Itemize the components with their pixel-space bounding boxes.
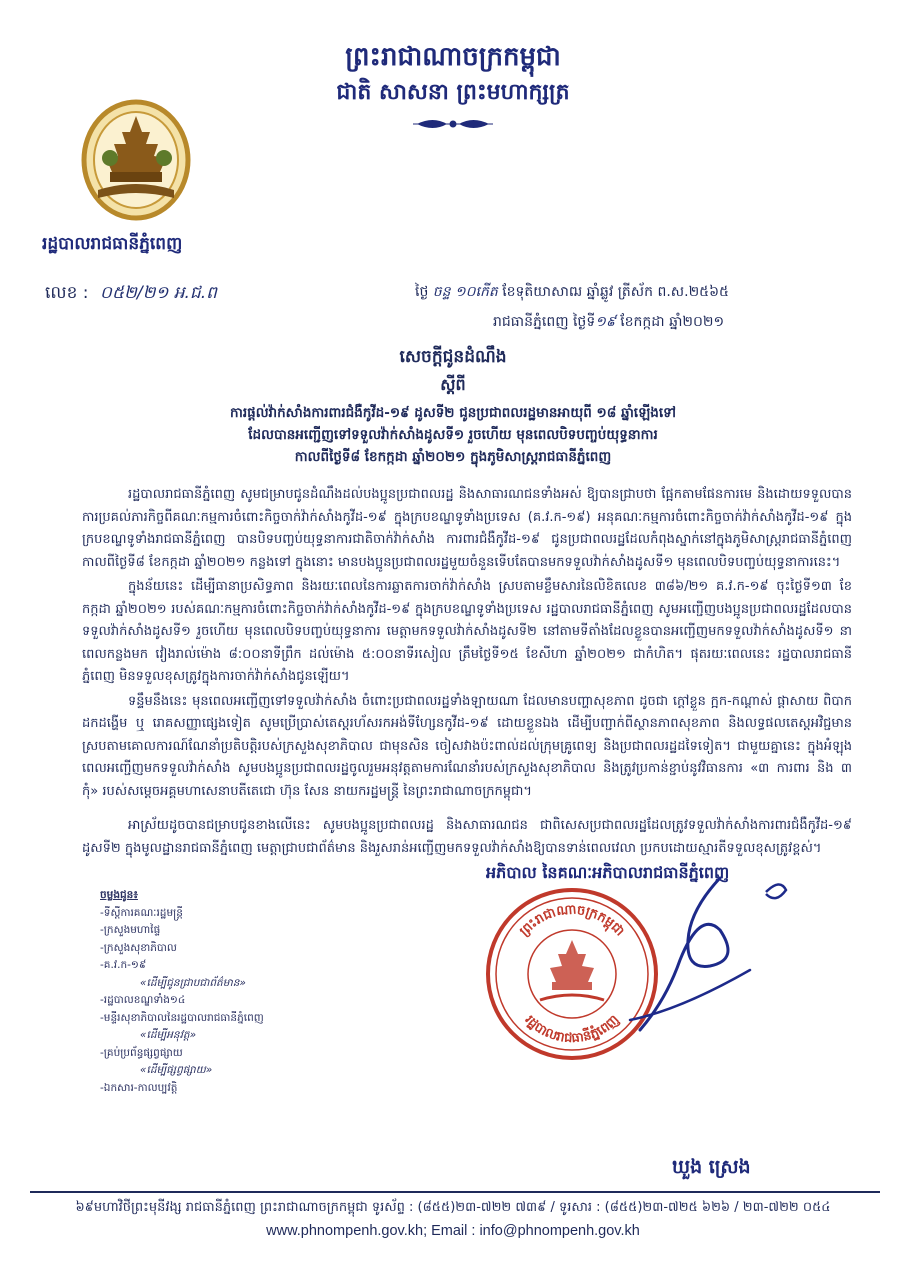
solar-date [493,312,724,333]
body-paragraph: អាស្រ័យដូចបានជម្រាបជូនខាងលើនេះ សូមបងប្អូនប្រជាពលរដ្ឋ និងសាធារណជន ជាពិសេសប្រជាពលរដ្ឋដែលត្រូវទទួលវ៉ាក់សាំងការពារជំងឺកូវីដ-១៩ ដូសទី២ ក្នុងមូលដ្ឋានរាជធានីភ្នំពេញ មេត្តាជ្រាបជាព័ត៌មាន និងរួសរាន់អញ្ជើញមកទទួលវ៉ាក់សាំងឱ្យបានទាន់ពេលវេលា ប្រកបដោយស្មារតីទទួលខុសត្រូវខ្ពស់។ [82,818,852,856]
body-paragraph: ទន្ទឹមនឹងនេះ មុនពេលអញ្ជើញទៅទទួលវ៉ាក់សាំង ចំពោះប្រជាពលរដ្ឋទាំងឡាយណា ដែលមានបញ្ហាសុខភាព ដូចជា ក្តៅខ្លួន ក្អក-កណ្តាស់ ផ្តាសាយ ពិបាកដកដង្ហើម ឬ រោគសញ្ញាផ្សេងទៀត សូមប្រើប្រាស់តេស្តរហ័សរកអង់ទីហ្សែនកូវីដ-១៩ ដោយខ្លួនឯង ដើម្បីបញ្ជាក់ពីស្ថានភាពសុខភាព និងលទ្ធផលតេស្តអវិជ្ជមាន ស្របតាមគោលការណ៍ណែនាំប្រតិបត្តិរបស់ក្រសួងសុខាភិបាល ជាមុនសិន ចៀសវាងប៉ះពាល់ដល់ក្រុមគ្រូពេទ្យ និងប្រជាពលរដ្ឋដទៃទៀត។ ជាមួយគ្នានេះ ក្នុងអំឡុងពេលអញ្ជើញមកទទួលវ៉ាក់សាំង សូមបងប្អូនប្រជាពលរដ្ឋចូលរួមអនុវត្តតាមការណែនាំរបស់ក្រសួងសុខាភិបាល និងត្រូវប្រកាន់ខ្ជាប់នូវវិធានការ «៣ ការពារ និង ៣ កុំ» របស់សម្តេចអគ្គមហាសេនាបតីតេជោ ហ៊ុន សែន នាយករដ្ឋមន្ត្រី នៃព្រះរាជាណាចក្រកម្ពុជា។ [82,693,852,799]
divider-ornament-icon [413,114,493,134]
body-paragraph: រដ្ឋបាលរាជធានីភ្នំពេញ សូមជម្រាបជូនដំណឹងដល់បងប្អូនប្រជាពលរដ្ឋ និងសាធារណជនទាំងអស់ ឱ្យបានជ្រាបថា ផ្អែកតាមផែនការមេ និងដោយទទួលបានការប្រគល់ភារកិច្ចពីគណៈកម្មការចំពោះកិច្ចចាក់វ៉ាក់សាំងកូវីដ-១៩ ក្នុងក្របខណ្ឌទូទាំងប្រទេស (គ.វ.ក-១៩) អនុគណៈកម្មការចំពោះកិច្ចចាក់វ៉ាក់សាំងកូវីដ-១៩ ក្នុងក្របខណ្ឌទូទាំងរាជធានីភ្នំពេញ បានបិទបញ្ចប់យុទ្ធនាការជាតិចាក់វ៉ាក់សាំង ការពារជំងឺកូវីដ-១៩ ជូនប្រជាពលរដ្ឋដែលកំពុងស្នាក់នៅក្នុងភូមិសាស្ត្ររាជធានីភ្នំពេញ កាលពីថ្ងៃទី៨ ខែកក្កដា ឆ្នាំ២០២១ កន្លងទៅ ក្នុងនោះ មានបងប្អូនប្រជាពលរដ្ឋមួយចំនួនទើបតែបានមកទទួលវ៉ាក់សាំងដូសទី១ មុនពេលបិទបញ្ចប់យុទ្ធនាការនេះ។ [82,487,852,570]
copy-to-note: «ដើម្បីអនុវត្ត» [140,1029,197,1041]
reference-value: ០៥២/២១ អ.ជ.ព [99,283,217,303]
copy-to-item: -ក្រសួងមហាផ្ទៃ [100,924,161,936]
copy-to-item: -ឯកសារ-កាលប្បវត្តិ [100,1081,178,1094]
issuing-authority: រដ្ឋបាលរាជធានីភ្នំពេញ [42,234,183,254]
subject-line: ការផ្តល់វ៉ាក់សាំងការពារជំងឺកូវីដ-១៩ ដូសទី២ ជូនប្រជាពលរដ្ឋមានអាយុពី ១៨ ឆ្នាំឡើងទៅ [229,405,676,421]
solar-date-prefix: រាជធានីភ្នំពេញ ថ្ងៃទី [493,314,596,330]
reference-label: លេខ : [45,283,89,303]
signatory-name: ឃួង ស្រេង [672,1156,751,1178]
copy-to-list [100,887,264,1097]
body-paragraph: ក្នុងន័យនេះ ដើម្បីធានាប្រសិទ្ធភាព និងរយៈពេលនៃការឆ្លាតការចាក់វ៉ាក់សាំង ស្របតាមខ្លឹមសារនៃលិខិតលេខ ៣៨៦/២១ គ.វ.ក-១៩ ចុះថ្ងៃទី១៣ ខែកក្កដា ឆ្នាំ២០២១ របស់គណៈកម្មការចំពោះកិច្ចចាក់វ៉ាក់សាំងកូវីដ-១៩ ក្នុងក្របខណ្ឌទូទាំងប្រទេស រដ្ឋបាលរាជធានីភ្នំពេញ សូមអញ្ជើញបងប្អូនប្រជាពលរដ្ឋដែលបានទទួលវ៉ាក់សាំងដូសទី១ រួចហើយ មុនពេលបិទបញ្ចប់យុទ្ធនាការ មេត្តាមកទទួលវ៉ាក់សាំងដូសទី២ នៅតាមទីតាំងដែលខ្លួនបានអញ្ជើញមកទទួលវ៉ាក់សាំងដូសទី១ នាពេលកន្លងមក វៀងរាល់ម៉ោង ៨:០០នាទីព្រឹក ដល់ម៉ោង ៥:០០នាទីរសៀល ត្រឹមថ្ងៃទី១៥ ខែសីហា ឆ្នាំ២០២១ ជាកំហិត។ ផុតរយៈពេលនេះ រដ្ឋបាលរាជធានីភ្នំពេញ មិនទទួលខុសត្រូវក្នុងការចាក់វ៉ាក់សាំងជូនឡើយ។ [82,579,852,684]
lunar-date-rest: ខែទុតិយាសាឍ ឆ្នាំឆ្លូវ ត្រីស័ក ព.ស.២៥៦៥ [502,284,729,300]
subject-line: កាលពីថ្ងៃទី៨ ខែកក្កដា ឆ្នាំ២០២១ ក្នុងភូមិសាស្ត្ររាជធានីភ្នំពេញ [294,449,612,465]
document-subject [120,402,786,468]
copy-to-item: -ទីស្តីការគណៈរដ្ឋមន្ត្រី [100,906,183,919]
footer-address: ៦៩មហាវិថីព្រះមុនីវង្ស រាជធានីភ្នំពេញ ព្រះរាជាណាចក្រកម្ពុជា ទូរស័ព្ទ : (៨៥៥)២៣-៧២២ ៧៣៩ / ទូរសារ : (៨៥៥)២៣-៧២៥ ៦២៦ / ២៣-៧២២ ០៥៤ [75,1200,831,1215]
document-title: សេចក្តីជូនដំណឹង [399,347,507,367]
document-body [82,484,852,862]
signatory-title: អភិបាល នៃគណៈអភិបាលរាជធានីភ្នំពេញ [486,863,730,882]
seal-top-text: ព្រះរាជាណាចក្រកម្ពុជា [517,902,628,940]
phnom-penh-emblem-icon [80,98,192,222]
footer-divider [30,1191,880,1193]
kingdom-heading: ព្រះរាជាណាចក្រកម្ពុជា [345,42,561,72]
footer-website: www.phnompenh.gov.kh; Email : info@phnompenh.gov.kh [266,1223,640,1239]
copy-to-note: «ដើម្បីជូនជ្រាបជាព័ត៌មាន» [140,976,246,989]
document-about: ស្តីពី [440,375,466,394]
copy-to-item: -គ.វ.ក-១៩ [100,959,147,971]
copy-to-note: «ដើម្បីផ្សព្វផ្សាយ» [140,1064,213,1076]
copy-to-item: -ក្រសួងសុខាភិបាល [100,941,177,954]
reference-number [45,282,217,307]
copy-to-item: -គ្រប់ប្រព័ន្ធផ្សព្វផ្សាយ [100,1046,183,1059]
lunar-date [415,282,729,303]
seal-bottom-text: រដ្ឋបាលរាជធានីភ្នំពេញ [521,1012,623,1047]
national-motto: ជាតិ សាសនា ព្រះមហាក្សត្រ [336,80,570,105]
copy-to-title: ចម្លងជូន៖ [100,889,138,901]
lunar-date-handwritten: ចន្ទ ១០កើត [432,284,498,300]
solar-date-handwritten: ១៩ [595,314,616,330]
copy-to-item: -រដ្ឋបាលខណ្ឌទាំង១៤ [100,994,186,1006]
copy-to-item: -មន្ទីរសុខាភិបាលនៃរដ្ឋបាលរាជធានីភ្នំពេញ [100,1011,264,1024]
subject-line: ដែលបានអញ្ជើញទៅទទួលវ៉ាក់សាំងដូសទី១ រួចហើយ មុនពេលបិទបញ្ចប់យុទ្ធនាការ [248,427,658,443]
lunar-date-prefix: ថ្ងៃ [415,284,429,300]
solar-date-rest: ខែកក្កដា ឆ្នាំ២០២១ [620,314,725,330]
handwritten-signature-icon [570,870,790,1070]
